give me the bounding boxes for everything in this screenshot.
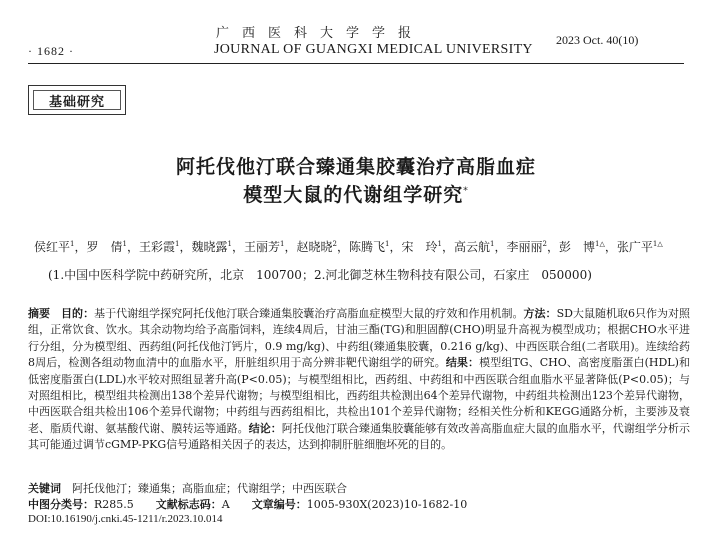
clc-label: 中图分类号： <box>28 498 94 511</box>
author: 宋 玲$^1$， <box>401 240 454 254</box>
title-text-2: 模型大鼠的代谢组学研究 <box>243 184 464 206</box>
classification-line <box>28 496 467 512</box>
author: 陈腾飞$^1$， <box>349 240 402 254</box>
abstract-label: 摘要 <box>28 307 51 320</box>
author: 王彩霞$^1$， <box>139 240 192 254</box>
methods-text: SD大鼠随机取6只作为对照组，正常饮食、饮水。其余动物均给予高脂饲料，连续4周后，甘油三酯(TG)和胆固醇(CHO)明显升高视为模型成功；根据CHO水平进行分组，分为模型组、西药组(阿托伐他汀钙片，0.9 mg/kg)、中药组(臻通集胶囊，0.216 g/kg)、中西医联合组(二者联用)。连续给药8周后，检测各组动物血清中的血脂水平，肝脏组织用于高分辨非靶代谢组学的研究。 <box>28 307 691 370</box>
keywords-label: 关键词 <box>28 482 61 495</box>
author-list <box>34 238 684 255</box>
author: 罗 倩$^1$， <box>86 240 139 254</box>
article-number-label: 文章编号： <box>251 498 307 511</box>
results-text: 模型组TG、CHO、高密度脂蛋白(HDL)和低密度脂蛋白(LDL)水平较对照组显著升高(P<0.05)；与模型组相比，西药组、中药组和中西医联合组血脂水平显著降低(P<0.05)；与对照组相比，模型组共检测出138个差异代谢物；与模型组相比，西药组共检测出64个差异代谢物，中药组共检测出123个差异代谢物，中西医联合组共检出106个差异代谢物；中药组与西药组相比，共检出101个差异代谢物；经相关性分析和KEGG通路分析，主要涉及衰老、脂质代谢、氨基酸代谢、膜转运等通路。 <box>28 356 691 435</box>
title-line-1 <box>0 152 712 179</box>
objective-label: 目的： <box>61 307 95 320</box>
author: 魏晓露$^1$， <box>191 240 244 254</box>
clc-value: R285.5 <box>94 498 134 511</box>
author: 彭 博$^{1\triangle}$， <box>559 240 617 254</box>
doc-code-value: A <box>221 498 230 511</box>
title-line-2 <box>0 180 712 207</box>
author: 李丽丽$^2$， <box>506 240 559 254</box>
author: 赵晓晓$^2$， <box>296 240 349 254</box>
journal-name-en: JOURNAL OF GUANGXI MEDICAL UNIVERSITY <box>214 42 533 57</box>
author: 高云航$^1$， <box>454 240 507 254</box>
doi[interactable]: DOI:10.16190/j.cnki.45-1211/r.2023.10.014 <box>28 513 223 525</box>
author: 侯红平$^1$， <box>34 240 87 254</box>
results-label: 结果： <box>445 356 480 370</box>
article-number-value: 1005-930X(2023)10-1682-10 <box>306 498 468 511</box>
objective-text: 基于代谢组学探究阿托伐他汀联合臻通集胶囊治疗高脂血症模型大鼠的疗效和作用机制。 <box>94 307 524 320</box>
author: 王丽芳$^1$， <box>244 240 297 254</box>
methods-label: 方法： <box>523 307 557 320</box>
section-badge-label: 基础研究 <box>33 90 121 110</box>
conclusion-text: 阿托伐他汀联合臻通集胶囊能够有效改善高脂血症大鼠的血脂水平，代谢组学分析示其可能通过调节cGMP-PKG信号通路相关因子的表达，达到抑制肝脏细胞坏死的目的。 <box>28 421 691 452</box>
page-number: · 1682 · <box>28 44 74 58</box>
title-footnote-mark: * <box>463 186 469 197</box>
journal-name-cn: 广西医科大学学报 <box>216 26 425 41</box>
abstract <box>28 306 690 454</box>
keywords <box>28 480 347 496</box>
keywords-value: 阿托伐他汀；臻通集；高脂血症；代谢组学；中西医联合 <box>72 482 347 495</box>
issue-date: 2023 Oct. 40(10) <box>556 33 639 47</box>
conclusion-label: 结论： <box>248 421 282 435</box>
title-text-1: 阿托伐他汀联合臻通集胶囊治疗高脂血症 <box>175 156 536 178</box>
affiliation: (1.中国中医科学院中药研究所，北京 100700；2.河北御芝林生物科技有限公司，石家庄 050000) <box>48 268 592 282</box>
section-badge <box>28 85 126 115</box>
doc-code-label: 文献标志码： <box>155 498 222 511</box>
header-rule <box>28 63 684 64</box>
author: 张广平$^{1\triangle}$ <box>616 240 663 254</box>
